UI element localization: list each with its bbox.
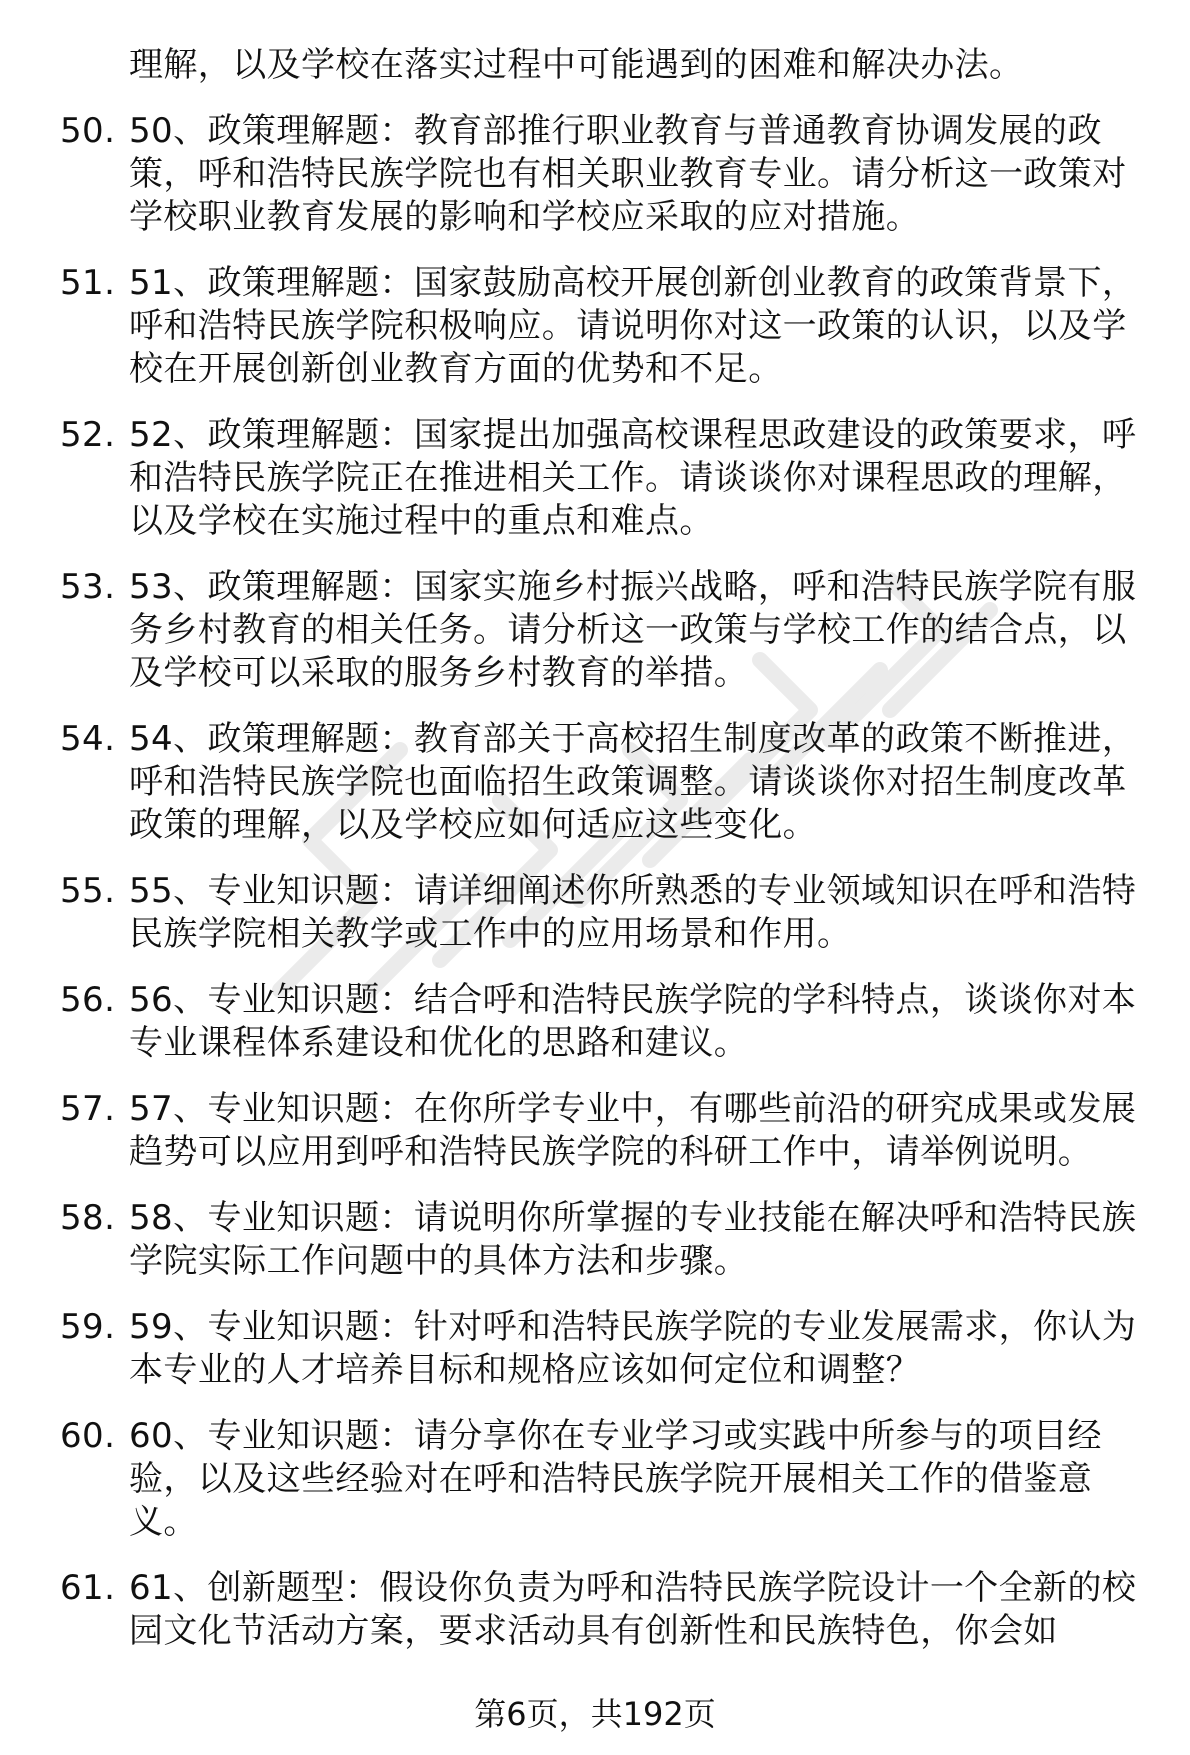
- list-item-text: 61、创新题型：假设你负责为呼和浩特民族学院设计一个全新的校园文化节活动方案，要求活动具有创新性和民族特色，你会如: [129, 1568, 1137, 1651]
- list-item-text: 51、政策理解题：国家鼓励高校开展创新创业教育的政策背景下，呼和浩特民族学院积极响应。请说明你对这一政策的认识，以及学校在开展创新创业教育方面的优势和不足。: [129, 263, 1137, 389]
- document-body: [60, 44, 1155, 1653]
- list-item-number: 59.: [60, 1307, 116, 1347]
- list-item: [60, 1197, 1155, 1283]
- list-item-text: 54、政策理解题：教育部关于高校招生制度改革的政策不断推进，呼和浩特民族学院也面临招生政策调整。请谈谈你对招生制度改革政策的理解，以及学校应如何适应这些变化。: [129, 719, 1137, 845]
- list-item-number: 56.: [60, 980, 116, 1020]
- list-item-text: 60、专业知识题：请分享你在专业学习或实践中所参与的项目经验，以及这些经验对在呼和浩特民族学院开展相关工作的借鉴意义。: [129, 1416, 1102, 1542]
- list-item: [60, 1306, 1155, 1392]
- list-item-text: 57、专业知识题：在你所学专业中，有哪些前沿的研究成果或发展趋势可以应用到呼和浩特民族学院的科研工作中，请举例说明。: [129, 1089, 1137, 1172]
- list-item: [60, 1088, 1155, 1174]
- list-item-text: 50、政策理解题：教育部推行职业教育与普通教育协调发展的政策，呼和浩特民族学院也有相关职业教育专业。请分析这一政策对学校职业教育发展的影响和学校应采取的应对措施。: [129, 111, 1127, 237]
- list-item-text: 58、专业知识题：请说明你所掌握的专业技能在解决呼和浩特民族学院实际工作问题中的具体方法和步骤。: [129, 1198, 1137, 1281]
- list-item-number: 55.: [60, 871, 116, 911]
- list-item: [60, 262, 1155, 391]
- list-item-text: 55、专业知识题：请详细阐述你所熟悉的专业领域知识在呼和浩特民族学院相关教学或工作中的应用场景和作用。: [129, 871, 1137, 954]
- page-footer: 第6页，共192页: [474, 1695, 716, 1733]
- list-item-number: 58.: [60, 1198, 116, 1238]
- list-item: [60, 718, 1155, 847]
- list-item-text: 56、专业知识题：结合呼和浩特民族学院的学科特点，谈谈你对本专业课程体系建设和优化的思路和建议。: [129, 980, 1137, 1063]
- list-item-text: 52、政策理解题：国家提出加强高校课程思政建设的政策要求，呼和浩特民族学院正在推进相关工作。请谈谈你对课程思政的理解，以及学校在实施过程中的重点和难点。: [129, 415, 1137, 541]
- list-item: [60, 870, 1155, 956]
- list-item: [60, 1415, 1155, 1544]
- list-item-number: 54.: [60, 719, 116, 759]
- list-item: [60, 566, 1155, 695]
- list-item-number: 60.: [60, 1416, 116, 1456]
- list-item-number: 57.: [60, 1089, 116, 1129]
- continued-paragraph: 理解，以及学校在落实过程中可能遇到的困难和解决办法。: [129, 45, 1024, 85]
- question-list: [60, 110, 1155, 1653]
- list-item: [60, 414, 1155, 543]
- list-item-number: 61.: [60, 1568, 116, 1608]
- list-item-text: 59、专业知识题：针对呼和浩特民族学院的专业发展需求，你认为本专业的人才培养目标和规格应该如何定位和调整？: [129, 1307, 1137, 1390]
- list-item-text: 53、政策理解题：国家实施乡村振兴战略，呼和浩特民族学院有服务乡村教育的相关任务。请分析这一政策与学校工作的结合点，以及学校可以采取的服务乡村教育的举措。: [129, 567, 1137, 693]
- list-item: [60, 979, 1155, 1065]
- list-item-number: 52.: [60, 415, 116, 455]
- list-item: [60, 110, 1155, 239]
- list-item-number: 51.: [60, 263, 116, 303]
- list-item-number: 53.: [60, 567, 116, 607]
- list-item: [60, 1567, 1155, 1653]
- list-item-number: 50.: [60, 111, 116, 151]
